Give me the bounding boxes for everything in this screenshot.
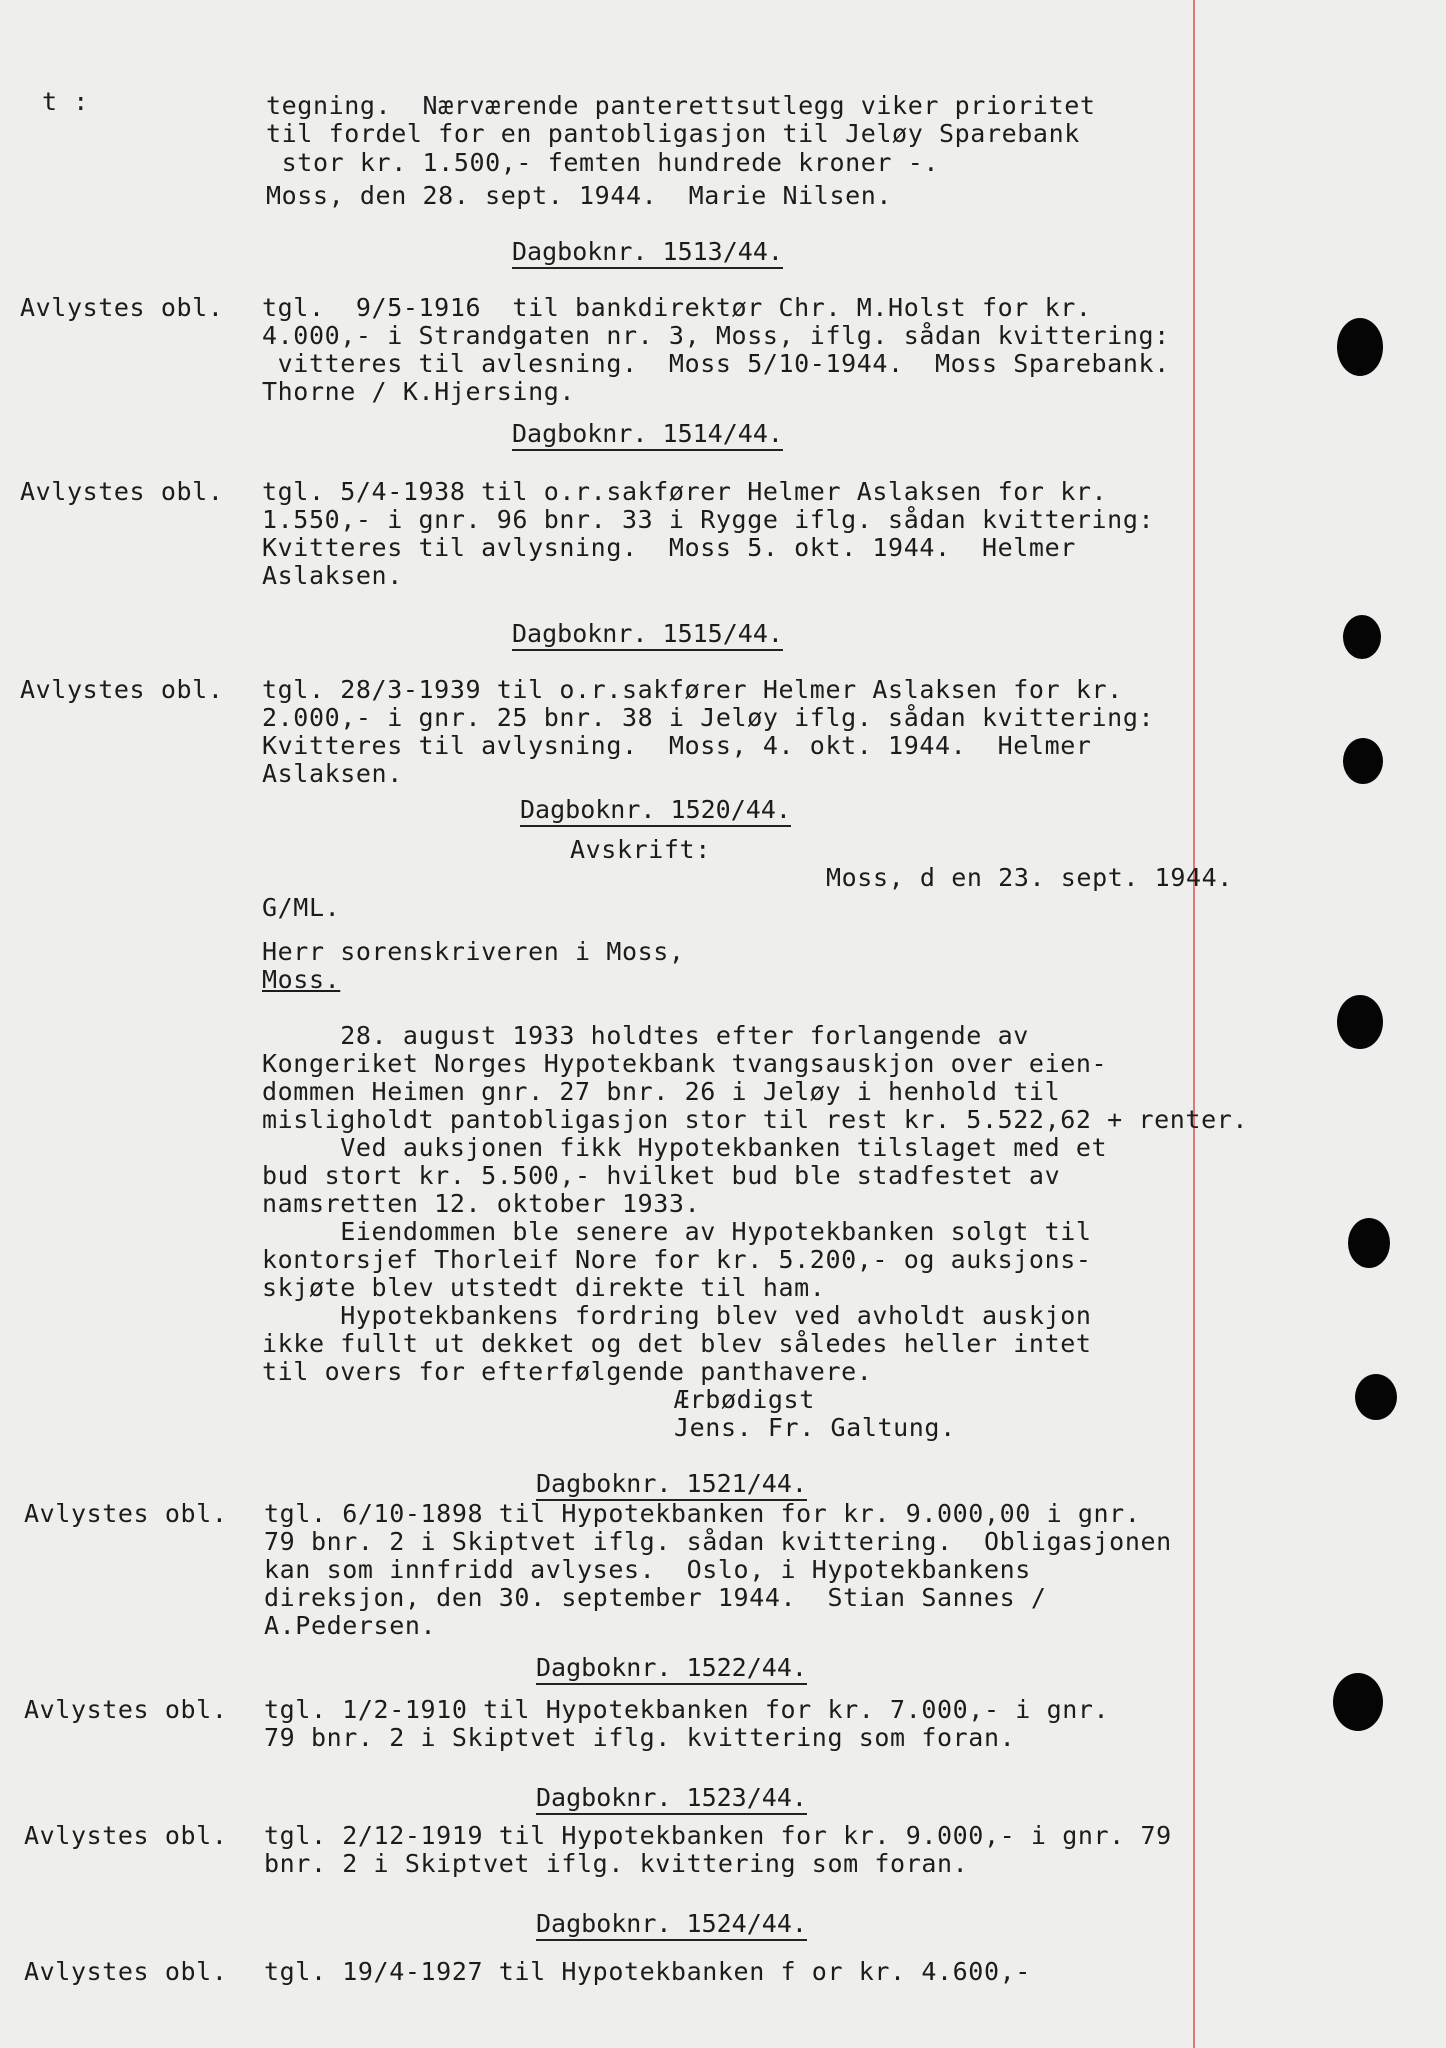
punch-hole [1355, 1374, 1397, 1420]
text-line: 1.550,- i gnr. 96 bnr. 33 i Rygge iflg. sådan kvittering: [262, 505, 1155, 534]
text-line: tgl. 5/4-1938 til o.r.sakfører Helmer Aslaksen for kr. [262, 477, 1108, 506]
text-line: Moss, den 28. sept. 1944. Marie Nilsen. [266, 181, 893, 210]
entry-heading: Dagboknr. 1523/44. [536, 1784, 807, 1815]
entry-label: Avlystes obl. [20, 293, 224, 322]
text-line: Aslaksen. [262, 561, 403, 590]
text-line: 79 bnr. 2 i Skiptvet iflg. sådan kvittering. Obligasjonen [264, 1527, 1172, 1556]
text-line: tgl. 28/3-1939 til o.r.sakfører Helmer Aslaksen for kr. [262, 675, 1123, 704]
letter-body-line: skjøte blev utstedt direkte til ham. [262, 1273, 826, 1302]
margin-rule [1193, 0, 1195, 2048]
text-line: Kvitteres til avlysning. Moss 5. okt. 1944. Helmer [262, 533, 1076, 562]
margin-mark: t : [42, 87, 89, 116]
punch-hole [1333, 1673, 1383, 1731]
entry-heading: Dagboknr. 1521/44. [536, 1470, 807, 1501]
letter-body-line: til overs for efterfølgende panthavere. [262, 1357, 873, 1386]
letter-body-line: Hypotekbankens fordring blev ved avholdt auskjon [262, 1301, 1092, 1330]
letter-body-line: dommen Heimen gnr. 27 bnr. 26 i Jeløy i henhold til [262, 1077, 1061, 1106]
text-line: direksjon, den 30. september 1944. Stian Sannes / [264, 1583, 1047, 1612]
text-line: Thorne / K.Hjersing. [262, 377, 576, 406]
entry-label: Avlystes obl. [24, 1695, 228, 1724]
text-line: A.Pedersen. [264, 1611, 437, 1640]
entry-heading: Dagboknr. 1522/44. [536, 1654, 807, 1685]
entry-label: Avlystes obl. [24, 1957, 228, 1986]
letter-body-line: Eiendommen ble senere av Hypotekbanken solgt til [262, 1217, 1092, 1246]
letter-addressee: Herr sorenskriveren i Moss, [262, 937, 685, 966]
punch-hole [1343, 738, 1383, 784]
text-line: 4.000,- i Strandgaten nr. 3, Moss, iflg. sådan kvittering: [262, 321, 1170, 350]
text-line: 2.000,- i gnr. 25 bnr. 38 i Jeløy iflg. sådan kvittering: [262, 703, 1155, 732]
letter-closing: Ærbødigst [674, 1385, 815, 1414]
text-line: Aslaksen. [262, 759, 403, 788]
text-line: tgl. 1/2-1910 til Hypotekbanken for kr. 7.000,- i gnr. [264, 1695, 1110, 1724]
text-line: Kvitteres til avlysning. Moss, 4. okt. 1944. Helmer [262, 731, 1092, 760]
entry-label: Avlystes obl. [20, 477, 224, 506]
letter-ref: G/ML. [262, 893, 341, 922]
letter-body-line: 28. august 1933 holdtes efter forlangende av [262, 1021, 1029, 1050]
text-line: 79 bnr. 2 i Skiptvet iflg. kvittering som foran. [264, 1723, 1016, 1752]
text-line: tgl. 6/10-1898 til Hypotekbanken for kr. 9.000,00 i gnr. [264, 1499, 1141, 1528]
letter-signature: Jens. Fr. Galtung. [674, 1413, 956, 1442]
letter-title: Avskrift: [570, 835, 711, 864]
punch-hole [1337, 318, 1383, 376]
text-line: tgl. 9/5-1916 til bankdirektør Chr. M.Holst for kr. [262, 293, 1092, 322]
entry-label: Avlystes obl. [24, 1499, 228, 1528]
letter-body-line: Ved auksjonen fikk Hypotekbanken tilslaget med et [262, 1133, 1108, 1162]
letter-date: Moss, d en 23. sept. 1944. [826, 863, 1233, 892]
text-line: vitteres til avlesning. Moss 5/10-1944. Moss Sparebank. [262, 349, 1170, 378]
text-line: tgl. 19/4-1927 til Hypotekbanken f or kr. 4.600,- [264, 1957, 1031, 1986]
text-line: tgl. 2/12-1919 til Hypotekbanken for kr. 9.000,- i gnr. 79 [264, 1821, 1172, 1850]
entry-heading: Dagboknr. 1520/44. [520, 796, 791, 827]
letter-body-line: bud stort kr. 5.500,- hvilket bud ble stadfestet av [262, 1161, 1061, 1190]
entry-label: Avlystes obl. [20, 675, 224, 704]
entry-heading: Dagboknr. 1513/44. [512, 238, 783, 269]
entry-heading: Dagboknr. 1524/44. [536, 1910, 807, 1941]
letter-city: Moss. [262, 965, 341, 994]
entry-heading: Dagboknr. 1514/44. [512, 420, 783, 451]
letter-body-line: ikke fullt ut dekket og det blev således heller intet [262, 1329, 1092, 1358]
text-line: kan som innfridd avlyses. Oslo, i Hypotekbankens [264, 1555, 1031, 1584]
text-line: bnr. 2 i Skiptvet iflg. kvittering som foran. [264, 1849, 969, 1878]
letter-body-line: misligholdt pantobligasjon stor til rest kr. 5.522,62 + renter. [262, 1105, 1249, 1134]
text-line: til fordel for en pantobligasjon til Jeløy Sparebank [266, 119, 1080, 148]
text-line: stor kr. 1.500,- femten hundrede kroner -. [266, 148, 940, 177]
letter-body-line: kontorsjef Thorleif Nore for kr. 5.200,- og auksjons- [262, 1245, 1092, 1274]
punch-hole [1343, 615, 1381, 659]
entry-heading: Dagboknr. 1515/44. [512, 620, 783, 651]
letter-body-line: namsretten 12. oktober 1933. [262, 1189, 701, 1218]
punch-hole [1348, 1218, 1390, 1268]
entry-label: Avlystes obl. [24, 1821, 228, 1850]
text-line: tegning. Nærværende panterettsutlegg viker prioritet [266, 91, 1096, 120]
letter-body-line: Kongeriket Norges Hypotekbank tvangsauskjon over eien- [262, 1049, 1108, 1078]
punch-hole [1337, 995, 1383, 1049]
